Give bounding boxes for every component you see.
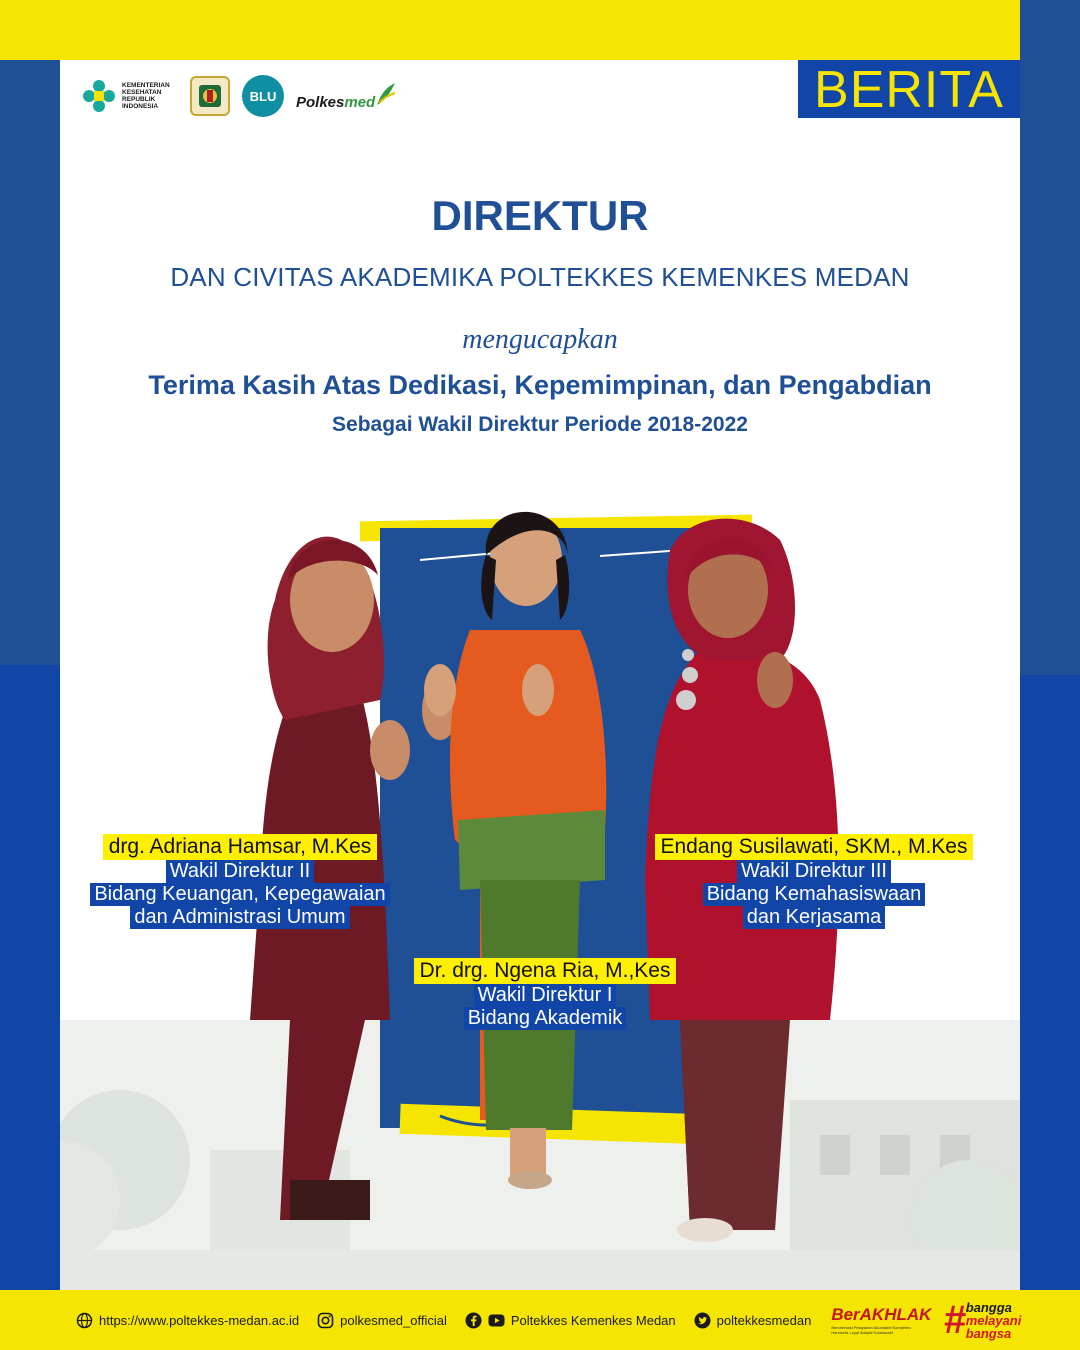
polkesmed-logo-part2: med xyxy=(344,94,376,111)
caption-adriana xyxy=(70,834,410,929)
berakhlak-title: BerAKHLAK xyxy=(831,1305,932,1324)
melayani-word: melayani xyxy=(965,1312,1022,1328)
person-role-line: Wakil Direktur II xyxy=(166,860,314,883)
person-role-line: Wakil Direktur I xyxy=(474,984,617,1007)
poltekkes-crest-icon xyxy=(190,76,230,116)
person-role-line: Wakil Direktur III xyxy=(737,860,891,883)
berakhlak-tagline: Berorientasi Pelayanan Akuntabel Kompeten Harmonis Loyal Adaptif Kolaboratif xyxy=(831,1325,911,1335)
page-subtitle: DAN CIVITAS AKADEMIKA POLTEKKES KEMENKES MEDAN xyxy=(170,262,910,292)
bangga-word: bangga xyxy=(965,1299,1012,1315)
period-line: Sebagai Wakil Direktur Periode 2018-2022 xyxy=(332,413,748,436)
polkesmed-logo xyxy=(296,81,397,111)
caption-endang xyxy=(648,834,980,929)
person-name: drg. Adriana Hamsar, M.Kes xyxy=(103,834,378,860)
person-role-line: Bidang Akademik xyxy=(464,1007,627,1030)
left-blue-bar-lower xyxy=(0,665,60,1290)
person-role-line: dan Kerjasama xyxy=(743,906,886,929)
leaf-icon xyxy=(375,81,397,107)
polkesmed-logo-part1: Polkes xyxy=(296,94,345,111)
person-role-line: Bidang Kemahasiswaan xyxy=(703,883,926,906)
top-yellow-bar xyxy=(0,0,1020,60)
thanks-message: Terima Kasih Atas Dedikasi, Kepemimpinan, dan Pengabdian xyxy=(148,370,932,400)
kemenkes-text: KEMENTERIAN KESEHATAN REPUBLIK INDONESIA xyxy=(122,82,170,110)
bangga-melayani-bangsa-logo xyxy=(943,1300,1021,1340)
footer-bar xyxy=(0,1290,1080,1350)
left-blue-bar xyxy=(0,60,60,665)
bangsa-word: bangsa xyxy=(965,1325,1012,1341)
facebook-youtube-name[interactable]: Poltekkes Kemenkes Medan xyxy=(510,1312,676,1328)
page-title: DIREKTUR xyxy=(431,192,649,239)
person-name: Dr. drg. Ngena Ria, M.,Kes xyxy=(414,958,677,984)
right-blue-bar-lower xyxy=(1020,675,1080,1290)
instagram-handle[interactable]: polkesmed_official xyxy=(340,1312,447,1328)
person-role-line: Bidang Keuangan, Kepegawaian xyxy=(90,883,389,906)
right-blue-bar xyxy=(1020,0,1080,675)
hashtag-icon: # xyxy=(943,1298,966,1342)
twitter-icon xyxy=(694,1312,711,1329)
greeting-verb: mengucapkan xyxy=(462,324,618,355)
twitter-handle[interactable]: poltekkesmedan xyxy=(716,1312,812,1328)
caption-ngena xyxy=(404,958,686,1030)
kemenkes-logo xyxy=(80,77,178,115)
globe-icon xyxy=(76,1312,93,1329)
website-link[interactable]: https://www.poltekkes-medan.ac.id xyxy=(99,1312,300,1328)
instagram-icon xyxy=(317,1312,334,1329)
news-badge: BERITA xyxy=(798,60,1020,118)
kemenkes-emblem-icon xyxy=(80,77,118,115)
blu-logo: BLU xyxy=(242,75,284,117)
footer-twitter[interactable] xyxy=(694,1312,812,1329)
person-name: Endang Susilawati, SKM., M.Kes xyxy=(655,834,974,860)
facebook-icon xyxy=(465,1312,482,1329)
berakhlak-logo xyxy=(831,1305,931,1335)
footer-website[interactable] xyxy=(76,1312,299,1329)
person-role-line: dan Administrasi Umum xyxy=(130,906,349,929)
footer-instagram[interactable] xyxy=(317,1312,447,1329)
youtube-icon xyxy=(488,1312,505,1329)
partner-logos xyxy=(80,74,397,118)
footer-facebook-youtube[interactable] xyxy=(465,1312,676,1329)
